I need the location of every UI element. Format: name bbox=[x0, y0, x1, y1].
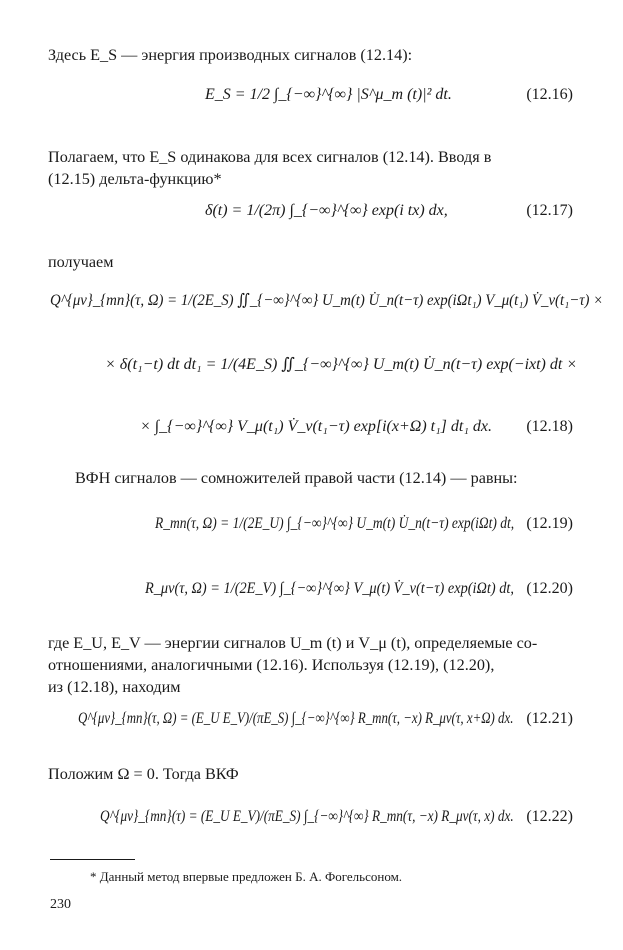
paragraph-assumption bbox=[48, 146, 578, 190]
text-line: где E_U, E_V — энергии сигналов U_m (t) и V_μ (t), определяемые со- bbox=[48, 634, 538, 652]
footnote: * Данный метод впервые предложен Б. А. Фогельсоном. bbox=[90, 869, 403, 884]
equation-expression: Q^{μν}_{mn}(τ, Ω) = 1/(2E_S) ∬_{−∞}^{∞} U_m(t) U̇_n(t−τ) exp(iΩt₁) V_μ(t₁) V̇_ν(t₁−τ) × bbox=[50, 292, 604, 309]
equation-number: (12.18) bbox=[526, 418, 573, 435]
text-line: ВФН сигналов — сомножителей правой части (12.14) — равны: bbox=[75, 469, 518, 487]
equation-12-21 bbox=[0, 710, 623, 740]
text-line: Здесь E_S — энергия производных сигналов (12.14): bbox=[48, 46, 413, 64]
paragraph-energy-intro bbox=[48, 44, 578, 66]
equation-number: (12.19) bbox=[526, 515, 573, 532]
equation-expression: × δ(t₁−t) dt dt₁ = 1/(4E_S) ∬_{−∞}^{∞} U_m(t) U̇_n(t−τ) exp(−ixt) dt × bbox=[105, 356, 578, 373]
text-line: (12.15) дельта-функцию* bbox=[48, 170, 222, 188]
equation-expression: Q^{μν}_{mn}(τ, Ω) = (E_U E_V)/(πE_S) ∫_{−∞}^{∞} R_mn(τ, −x) R_μν(τ, x+Ω) dx. bbox=[78, 710, 514, 727]
equation-expression: Q^{μν}_{mn}(τ) = (E_U E_V)/(πE_S) ∫_{−∞}^{∞} R_mn(τ, −x) R_μν(τ, x) dx. bbox=[100, 808, 514, 825]
equation-12-18-line-2 bbox=[0, 354, 623, 384]
equation-number: (12.17) bbox=[526, 202, 573, 219]
equation-12-17 bbox=[0, 202, 623, 232]
equation-12-18-line-3 bbox=[0, 418, 623, 448]
footnote-rule bbox=[50, 859, 135, 860]
text-line: Полагаем, что E_S одинакова для всех сигналов (12.14). Вводя в bbox=[48, 148, 492, 166]
equation-number: (12.16) bbox=[526, 86, 573, 103]
equation-expression: R_mn(τ, Ω) = 1/(2E_U) ∫_{−∞}^{∞} U_m(t) U̇_n(t−τ) exp(iΩt) dt, bbox=[155, 515, 515, 532]
text-line: Положим Ω = 0. Тогда ВКФ bbox=[48, 765, 239, 783]
text-line: отношениями, аналогичными (12.16). Используя (12.19), (12.20), bbox=[48, 656, 495, 674]
equation-12-22 bbox=[0, 808, 623, 838]
equation-12-20 bbox=[0, 580, 623, 610]
equation-expression: E_S = 1/2 ∫_{−∞}^{∞} |S^μ_m (t)|² dt. bbox=[205, 86, 452, 103]
equation-expression: R_μν(τ, Ω) = 1/(2E_V) ∫_{−∞}^{∞} V_μ(t) V̇_ν(t−τ) exp(iΩt) dt, bbox=[145, 580, 514, 597]
equation-12-19 bbox=[0, 515, 623, 545]
equation-number: (12.22) bbox=[526, 808, 573, 825]
equation-12-18-line-1 bbox=[0, 290, 623, 320]
paragraph-signal-factors bbox=[75, 467, 575, 489]
equation-expression: δ(t) = 1/(2π) ∫_{−∞}^{∞} exp(i tx) dx, bbox=[205, 202, 448, 219]
equation-number: (12.20) bbox=[526, 580, 573, 597]
paragraph-set-omega bbox=[48, 763, 578, 785]
equation-expression: × ∫_{−∞}^{∞} V_μ(t₁) V̇_ν(t₁−τ) exp[i(x+Ω) t₁] dt₁ dx. bbox=[140, 418, 493, 435]
page-number: 230 bbox=[50, 897, 71, 912]
text-line: из (12.18), находим bbox=[48, 678, 181, 696]
paragraph-obtain bbox=[48, 251, 578, 273]
paragraph-energies bbox=[48, 632, 578, 698]
equation-12-16 bbox=[0, 86, 623, 116]
equation-number: (12.21) bbox=[526, 710, 573, 727]
text-line: получаем bbox=[48, 253, 114, 271]
